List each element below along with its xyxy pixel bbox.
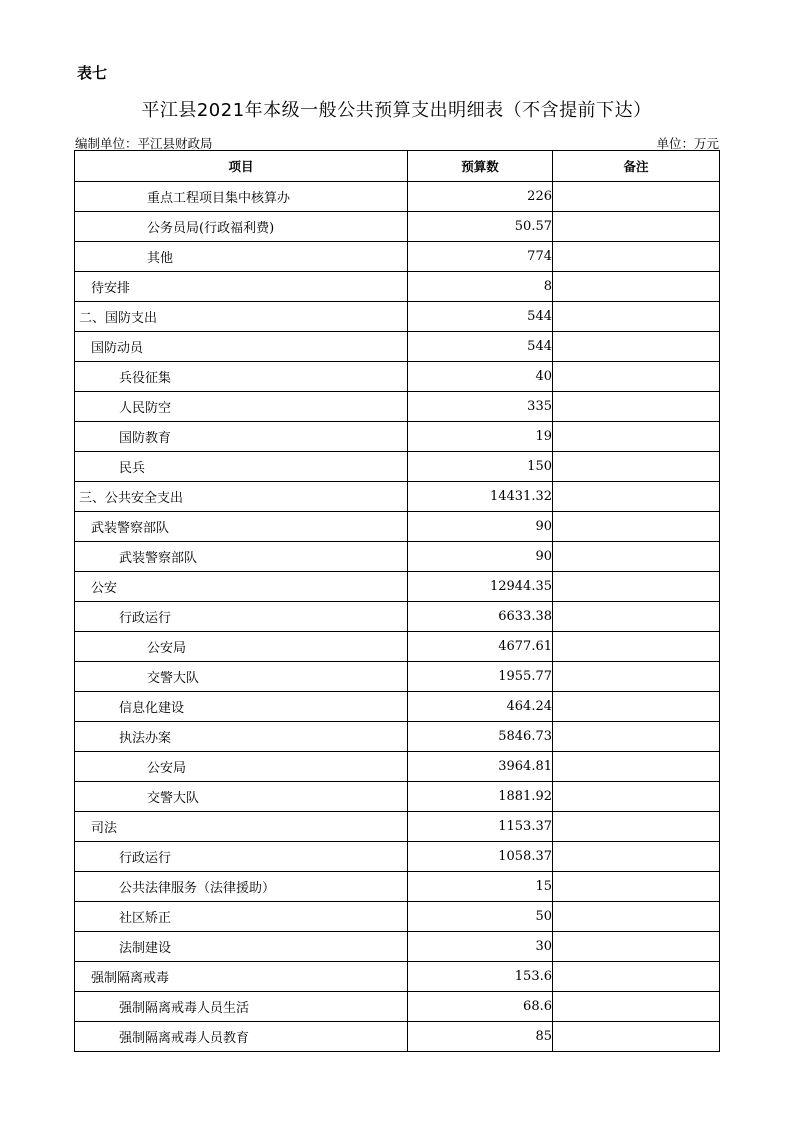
table-row (75, 602, 720, 632)
row-item-name: 三、公共安全支出 (75, 482, 408, 512)
row-item-name: 强制隔离戒毒 (75, 962, 408, 992)
table-row (75, 662, 720, 692)
table-row (75, 782, 720, 812)
row-budget-value: 85 (408, 1022, 553, 1052)
row-item-name: 公安局 (75, 752, 408, 782)
row-budget-value: 6633.38 (408, 602, 553, 632)
table-row (75, 992, 720, 1022)
row-item-name: 武装警察部队 (75, 542, 408, 572)
row-item-name: 国防教育 (75, 422, 408, 452)
row-item-name: 武装警察部队 (75, 512, 408, 542)
row-note (553, 302, 720, 332)
row-budget-value: 15 (408, 872, 553, 902)
row-note (553, 422, 720, 452)
table-row (75, 692, 720, 722)
row-budget-value: 544 (408, 332, 553, 362)
row-item-name: 人民防空 (75, 392, 408, 422)
row-note (553, 632, 720, 662)
row-item-name: 其他 (75, 242, 408, 272)
row-note (553, 782, 720, 812)
table-row (75, 512, 720, 542)
row-item-name: 信息化建设 (75, 692, 408, 722)
row-item-name: 公安 (75, 572, 408, 602)
row-budget-value: 50.57 (408, 212, 553, 242)
table-row (75, 272, 720, 302)
table-row (75, 542, 720, 572)
table-row (75, 182, 720, 212)
column-header-budget: 预算数 (408, 151, 553, 182)
row-budget-value: 544 (408, 302, 553, 332)
column-header-item: 项目 (75, 151, 408, 182)
table-row (75, 422, 720, 452)
row-item-name: 公共法律服务（法律援助） (75, 872, 408, 902)
row-budget-value: 1881.92 (408, 782, 553, 812)
table-label: 表七 (77, 64, 108, 82)
row-budget-value: 68.6 (408, 992, 553, 1022)
row-note (553, 182, 720, 212)
row-budget-value: 12944.35 (408, 572, 553, 602)
table-row (75, 872, 720, 902)
row-note (553, 842, 720, 872)
row-budget-value: 5846.73 (408, 722, 553, 752)
table-row (75, 212, 720, 242)
row-item-name: 行政运行 (75, 842, 408, 872)
row-budget-value: 153.6 (408, 962, 553, 992)
row-item-name: 强制隔离戒毒人员教育 (75, 1022, 408, 1052)
row-note (553, 812, 720, 842)
table-row (75, 302, 720, 332)
column-header-note: 备注 (553, 151, 720, 182)
row-note (553, 362, 720, 392)
table-row (75, 812, 720, 842)
row-budget-value: 8 (408, 272, 553, 302)
row-note (553, 482, 720, 512)
row-budget-value: 90 (408, 542, 553, 572)
row-budget-value: 90 (408, 512, 553, 542)
table-row (75, 332, 720, 362)
row-item-name: 交警大队 (75, 662, 408, 692)
row-item-name: 二、国防支出 (75, 302, 408, 332)
row-budget-value: 1058.37 (408, 842, 553, 872)
row-note (553, 602, 720, 632)
row-note (553, 902, 720, 932)
row-budget-value: 1955.77 (408, 662, 553, 692)
row-note (553, 722, 720, 752)
table-row (75, 362, 720, 392)
row-note (553, 692, 720, 722)
row-budget-value: 1153.37 (408, 812, 553, 842)
row-item-name: 执法办案 (75, 722, 408, 752)
table-header-row (75, 151, 720, 182)
table-row (75, 482, 720, 512)
row-note (553, 872, 720, 902)
row-note (553, 242, 720, 272)
row-item-name: 公安局 (75, 632, 408, 662)
row-note (553, 662, 720, 692)
row-item-name: 社区矫正 (75, 902, 408, 932)
table-row (75, 932, 720, 962)
table-row (75, 722, 720, 752)
row-note (553, 752, 720, 782)
row-note (553, 992, 720, 1022)
table-row (75, 962, 720, 992)
row-item-name: 待安排 (75, 272, 408, 302)
row-budget-value: 14431.32 (408, 482, 553, 512)
budget-table (74, 150, 720, 1052)
row-note (553, 392, 720, 422)
row-note (553, 572, 720, 602)
page-title: 平江县2021年本级一般公共预算支出明细表（不含提前下达） (141, 100, 652, 121)
row-budget-value: 50 (408, 902, 553, 932)
row-item-name: 法制建设 (75, 932, 408, 962)
row-item-name: 公务员局(行政福利费) (75, 212, 408, 242)
row-note (553, 272, 720, 302)
row-note (553, 1022, 720, 1052)
row-budget-value: 150 (408, 452, 553, 482)
row-item-name: 民兵 (75, 452, 408, 482)
row-budget-value: 226 (408, 182, 553, 212)
row-budget-value: 19 (408, 422, 553, 452)
table-body (75, 182, 720, 1052)
table-row (75, 902, 720, 932)
row-note (553, 452, 720, 482)
row-budget-value: 4677.61 (408, 632, 553, 662)
row-budget-value: 3964.81 (408, 752, 553, 782)
table-row (75, 632, 720, 662)
row-note (553, 332, 720, 362)
table-row (75, 1022, 720, 1052)
table-row (75, 752, 720, 782)
row-item-name: 兵役征集 (75, 362, 408, 392)
currency-unit: 单位：万元 (656, 136, 719, 151)
row-note (553, 932, 720, 962)
row-note (553, 542, 720, 572)
row-item-name: 强制隔离戒毒人员生活 (75, 992, 408, 1022)
table-row (75, 842, 720, 872)
row-item-name: 司法 (75, 812, 408, 842)
row-budget-value: 40 (408, 362, 553, 392)
row-note (553, 962, 720, 992)
row-budget-value: 30 (408, 932, 553, 962)
table-row (75, 392, 720, 422)
row-item-name: 国防动员 (75, 332, 408, 362)
row-budget-value: 774 (408, 242, 553, 272)
table-row (75, 572, 720, 602)
row-item-name: 重点工程项目集中核算办 (75, 182, 408, 212)
row-budget-value: 464.24 (408, 692, 553, 722)
compiling-unit: 编制单位：平江县财政局 (75, 136, 213, 151)
row-item-name: 交警大队 (75, 782, 408, 812)
table-row (75, 452, 720, 482)
row-budget-value: 335 (408, 392, 553, 422)
row-note (553, 212, 720, 242)
table-row (75, 242, 720, 272)
row-note (553, 512, 720, 542)
row-item-name: 行政运行 (75, 602, 408, 632)
